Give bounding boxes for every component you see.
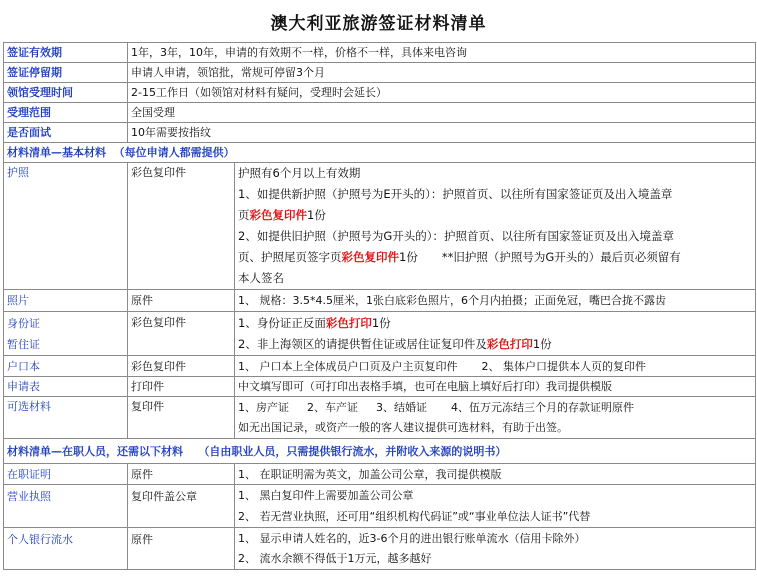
row-type: 彩色复印件 (128, 356, 235, 377)
section-title (4, 143, 756, 163)
passport-line (238, 247, 755, 268)
table-row (4, 528, 756, 570)
row-label: 领馆受理时间 (4, 83, 128, 103)
text: 页 (238, 208, 250, 222)
text: 1份 (399, 250, 418, 264)
table-row (4, 485, 756, 528)
row-type: 打印件 (128, 377, 235, 397)
table-row (4, 377, 756, 397)
row-type: 复印件盖公章 (128, 485, 235, 528)
text: 1份 (307, 208, 326, 222)
row-label: 营业执照 (4, 485, 128, 528)
table-row (4, 290, 756, 312)
table-row (4, 356, 756, 377)
highlight-text: 彩色打印 (486, 336, 533, 351)
row-type: 原件 (128, 528, 235, 570)
bank-line: 2、 流水余额不得低于1万元，越多越好 (238, 551, 432, 565)
text: 2、 集体户口提供本人页的复印件 (481, 359, 646, 373)
passport-line: 本人签名 (238, 271, 284, 285)
row-value: 1、 规格：3.5*4.5厘米，1张白底彩色照片，6个月内拍摄；正面免冠，嘴巴合拢不露齿 (235, 290, 756, 312)
section-title (4, 439, 756, 464)
text: 1、身份证正反面 (238, 315, 326, 330)
table-row (4, 63, 756, 83)
license-details (235, 485, 756, 528)
row-type: 彩色复印件 (128, 312, 235, 356)
text: 2、非上海领区的请提供暂住证或居住证复印件及 (238, 336, 487, 351)
row-value: 10年需要按指纹 (128, 123, 756, 143)
text: 1份 (532, 336, 552, 351)
row-value: 申请人申请，领馆批，常规可停留3个月 (128, 63, 756, 83)
license-line: 2、 若无营业执照，还可用“组织机构代码证”或“事业单位法人证书”代替 (238, 510, 591, 523)
id-line (238, 313, 755, 334)
table-row (4, 123, 756, 143)
row-label: 是否面试 (4, 123, 128, 143)
table-row (4, 43, 756, 63)
id-details (235, 312, 756, 356)
optional-details (235, 397, 756, 439)
text: 页、护照尾页签字页 (238, 250, 342, 264)
row-value: 2-15工作日（如领馆对材料有疑问，受理时会延长） (128, 83, 756, 103)
section-note: （自由职业人员，只需提供银行流水，并附收入来源的说明书） (198, 444, 507, 458)
passport-line (238, 205, 755, 226)
passport-line: 2、如提供旧护照（护照号为G开头的）：护照首页、以往所有国家签证页及出入境盖章 (238, 229, 674, 243)
row-type: 原件 (128, 290, 235, 312)
id-line (238, 334, 755, 355)
row-label: 签证有效期 (4, 43, 128, 63)
passport-line: 护照有6个月以上有效期 (238, 166, 361, 180)
text: 3、结婚证 (376, 400, 427, 414)
table-row (4, 103, 756, 123)
checklist-table (3, 42, 756, 570)
row-value: 中文填写即可（可打印出表格手填，也可在电脑上填好后打印）我司提供模版 (235, 377, 756, 397)
section-note: （每位申请人都需提供） (113, 146, 235, 159)
row-label: 受理范围 (4, 103, 128, 123)
text: **旧护照（护照号为G开头的）最后页必须留有 (441, 250, 681, 264)
bank-line: 1、 显示申请人姓名的，近3-6个月的进出银行账单流水（信用卡除外） (238, 531, 586, 545)
section-header-employed (4, 439, 756, 464)
table-row (4, 312, 756, 356)
row-label: 可选材料 (4, 397, 128, 439)
row-label: 在职证明 (4, 464, 128, 485)
row-value (235, 356, 756, 377)
label-line: 身份证 (7, 316, 40, 330)
row-label: 申请表 (4, 377, 128, 397)
section-header-basic (4, 143, 756, 163)
text: 1、房产证 (238, 400, 289, 414)
label-line: 暂住证 (7, 337, 40, 351)
page-title: 澳大利亚旅游签证材料清单 (270, 14, 487, 34)
row-label: 个人银行流水 (4, 528, 128, 570)
row-type: 原件 (128, 464, 235, 485)
row-label (4, 312, 128, 356)
table-row (4, 163, 756, 290)
section-title-text: 材料清单—在职人员，还需以下材料 (7, 444, 183, 458)
text: 2、车产证 (307, 400, 358, 414)
text: 1份 (371, 315, 391, 330)
optional-line: 如无出国记录，或资产一般的客人建议提供可选材料，有助于出签。 (238, 420, 568, 434)
row-type: 复印件 (128, 397, 235, 439)
table-row (4, 397, 756, 439)
highlight-text: 彩色打印 (325, 315, 372, 330)
row-value: 1年，3年，10年，申请的有效期不一样，价格不一样，具体来电咨询 (128, 43, 756, 63)
row-label: 护照 (4, 163, 128, 290)
row-label: 照片 (4, 290, 128, 312)
text: 4、伍万元冻结三个月的存款证明原件 (451, 400, 634, 414)
row-type: 彩色复印件 (128, 163, 235, 290)
row-value: 全国受理 (128, 103, 756, 123)
license-line: 1、 黑白复印件上需要加盖公司公章 (238, 489, 414, 502)
section-title-text: 材料清单—基本材料 (7, 146, 106, 159)
row-label: 户口本 (4, 356, 128, 377)
row-label: 签证停留期 (4, 63, 128, 83)
text: 1、 户口本上全体成员户口页及户主页复印件 (238, 359, 458, 373)
passport-line: 1、如提供新护照（护照号为E开头的）：护照首页、以往所有国家签证页及出入境盖章 (238, 187, 673, 201)
table-row (4, 464, 756, 485)
highlight-text: 彩色复印件 (249, 208, 307, 222)
row-value: 1、 在职证明需为英文，加盖公司公章，我司提供模版 (235, 464, 756, 485)
table-row (4, 83, 756, 103)
bank-details (235, 528, 756, 570)
highlight-text: 彩色复印件 (341, 250, 399, 264)
passport-details (235, 163, 756, 290)
optional-line (238, 398, 755, 418)
